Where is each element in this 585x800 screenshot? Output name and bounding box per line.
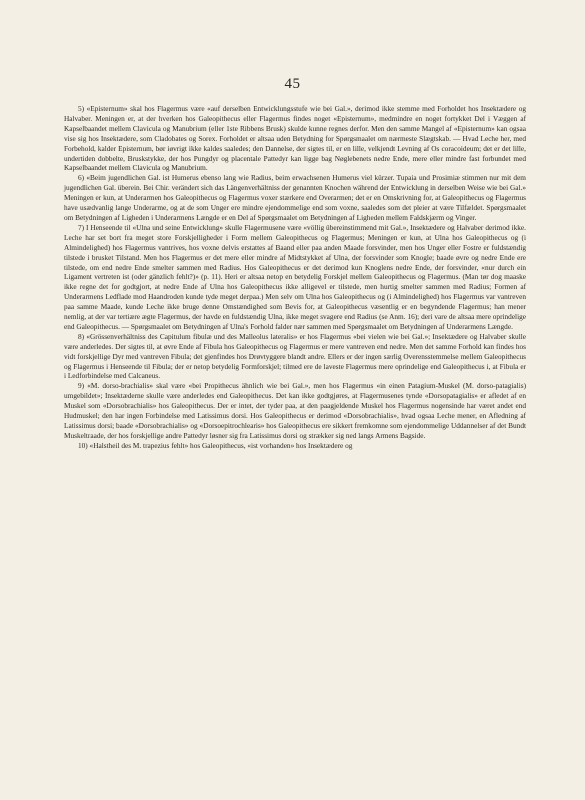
paragraph-8: 8) «Grössenverhältniss des Capitulum fibulæ und des Malleolus lateralis» er hos Flagermus «bei vielen wie bei Gal.»; Insektædere og Halvaber skulle være anderledes. Der sigtes til, at øvre Ende af Fibula hos Galeopithecus og Flagermus er mere vantreven end nedre. Men det samme Forhold kan findes hos vidt forskjellige Dyr med vantreven Fibula; det gjenfindes hos Drøvtyggere blandt andre. Ellers er der ingen særlig Overensstemmelse mellem Galeopithecus og Flagermus i Henseende til Fibula; der er netop betydelig Formforskjel; tilmed ere de laveste Flagermus mere oprindelige end Galeopithecus i, at Fibula er i Ledforbindelse med Calcaneus. bbox=[64, 331, 526, 381]
paragraph-10: 10) «Halstheil des M. trapezius fehlt» hos Galeopithecus, «ist vorhanden» hos Insektædere og bbox=[78, 440, 353, 450]
paragraph-9: 9) «M. dorso-brachialis» skal være «bei Propithecus ähnlich wie bei Gal.», men hos Flagermus «in einen Patagium-Muskel (M. dorso-patagialis) umgebildet»; Insektæderne skulle være anderledes end Galeopithecus. Det kan ikke godtgjøres, at Flagermusenes tynde «Dorsopatagialis» er afledet af en Muskel som «Dorsobrachialis» hos Galeopithecus. Der er intet, der tyder paa, at den paagjeldende Muskel hos Flagermus nogensinde har været andet end Hudmuskel; den har ingen Forbindelse med Latissimus dorsi. Hos Galeopithecus er derimod «Dorsobrachialis», hvad ogsaa Leche mener, en Afledning af Latissimus dorsi; baade «Dorsobrachialis» og «Dorsoepitrochlearis» hos Galeopithecus ere sikkert fremkomne som ejendommelige Uddannelser af det Bundt Muskeltraade, der hos forskjellige andre Pattedyr løsner sig fra Latissimus dorsi og strækker sig ned langs Armens Bagside. bbox=[64, 381, 526, 440]
paragraph-5: 5) «Episternum» skal hos Flagermus være «auf derselben Entwicklungsstufe wie bei Gal.», derimod ikke stemme med Forholdet hos Insektædere og Halvaber. Meningen er, at der hverken hos Galeopithecus eller Flagermus findes noget «Episternum», medmindre en noget fortykket Del i Væggen af Kapselbaandet mellem Clavicula og Manubrium (eller 1ste Ribbens Brusk) skulde kunne regnes derfor. Men den samme Mangel af «Episternum» kan ogsaa vise sig hos Insektædere, som Cladobates og Sorex. Forholdet er altsaa uden Betydning for Spørgsmaalet om nærmeste Slægtskab. — Hvad Leche her, med Forbehold, kalder Episternum, bør iøvrigt ikke kaldes saaledes; den Dannelse, der sigtes til, er en lille, velkjendt Levning af Os coracoideum; det er det lille, undertiden dobbelte, Bruskstykke, der hos Pungdyr og placentale Pattedyr kan ligge bag Nøglebenets nedre Ende, mere eller mindre fast forbundet med Kapselbaandet mellem Clavicula og Manubrium. bbox=[64, 104, 526, 173]
page-number: 45 bbox=[284, 76, 301, 92]
body-text bbox=[64, 104, 526, 451]
paragraph-7: 7) I Henseende til «Ulna und seine Entwicklung» skulle Flagermusene være «völlig übereinstimmend mit Gal.», Insektædere og Halvaber derimod ikke. Leche har set bort fra meget store Forskjelligheder i Form mellem Galeopithecus og Flagermus; Meningen er kun, at Ulna hos Galeopithecus og (i Almindelighed) hos Flagermus vantrives, hos voxne delvis erstattes af Baand eller paa anden Maade forsvinder, men hos Unger eller Fostre er fuldstændig tilstede i brusket Tilstand. Men hos Flagermus er det mere eller mindre af Midtstykket af Ulna, der forsvinder som Knogle; baade øvre og nedre Ende ere tilstede, om end nedre Ende smelter sammen med Radius. Hos Galeopithecus er det derimod kun Knoglens nedre Ende, der forsvinder, «nur durch ein Ligament vertreten ist (oder gänzlich fehlt?)» (p. 11). Heri er altsaa netop en betydelig Forskjel mellem Galeopithecus og Flagermus. (Man tør dog maaske ikke regne det for godtgjort, at nedre Ende af Ulna hos Galeopithecus ikke alligevel er tilstede, men hurtig smelter sammen med Radius; Formen af Underarmens Ledflade mod Haandroden kunde tyde meget derpaa.) Men selv om Ulna hos Galeopithecus og (i Almindelighed) hos Flagermus var vantreven paa samme Maade, kunde Leche ikke bruge denne Omstændighed som Bevis for, at Galeopithecus væsentlig er en begyndende Flagermus; han mener nemlig, at der var tertiære ægte Flagermus, der havde en fuldstændig Ulna, ikke meget svagere end Radius (se Anm. 16); deri vare de altsaa mere oprindelige end Galeopithecus. — Spørgsmaalet om Betydningen af Ulna's Forhold falder nær sammen med Spørgsmaalet om Betydningen af Underarmens Længde. bbox=[64, 222, 526, 331]
paragraph-6: 6) «Beim jugendlichen Gal. ist Humerus ebenso lang wie Radius, beim erwachsenen Humerus viel kürzer. Tupaia und Prosimiæ stimmen nur mit dem jugendlichen Gal. überein. Bei Chir. verändert sich das Längenverhältniss der genannten Knochen während der Entwicklung in derselben Weise wie bei Gal.» Meningen er kun, at Underarmen hos Galeopithecus og Flagermus voxer stærkere end Overarmen; det er en Omskrivning for, at Galeopithecus og Flagermus have usædvanlig lange Underarme, og at de som Unger ere mindre ejendommelige end som voxne, saaledes som det pleier at være Tilfældet. Spørgsmaalet om Betydningen af Ligheden i Underarmens Længde er en Del af Spørgsmaalet om Betydningen af Ligheden mellem Faldskjærm og Vinger. bbox=[64, 173, 526, 222]
